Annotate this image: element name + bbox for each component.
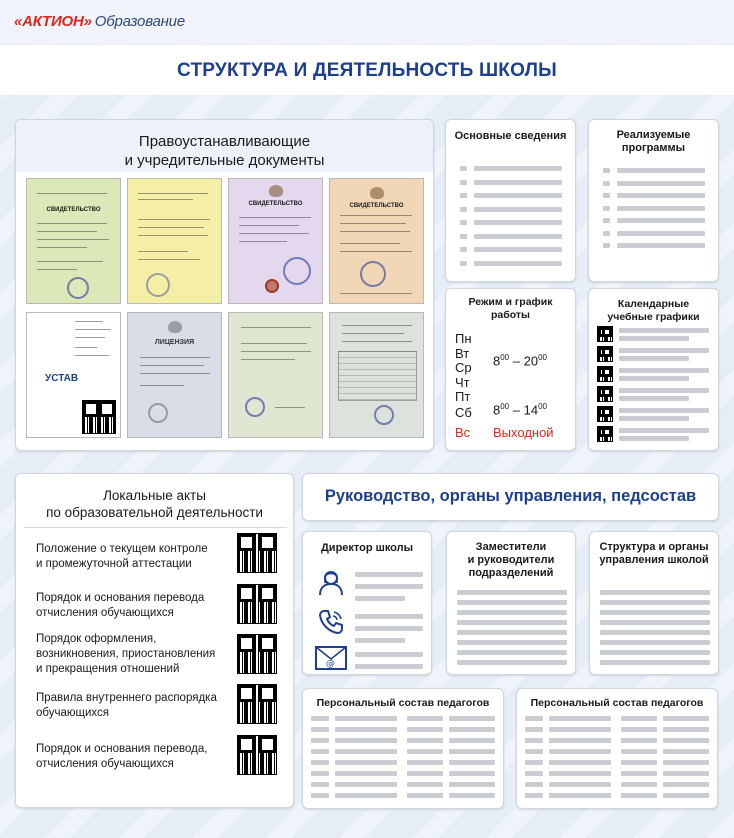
placeholder-line (621, 782, 657, 787)
placeholder-line (549, 727, 611, 732)
placeholder-line (621, 716, 657, 721)
placeholder-line (355, 584, 423, 589)
local-acts-title-line1: Локальные акты (103, 488, 206, 503)
documents-title-line1: Правоустанавливающие (138, 133, 311, 150)
placeholder-line (407, 738, 443, 743)
document-label: СВИДЕТЕЛЬСТВО (349, 203, 404, 209)
qr-code[interactable] (83, 401, 115, 433)
qr-code[interactable] (598, 387, 612, 401)
documents-panel (15, 119, 434, 451)
day-mon: Пн (455, 331, 472, 346)
local-acts-title (16, 487, 293, 521)
placeholder-line (407, 716, 443, 721)
bullet-marker (460, 193, 467, 198)
placeholder-line (600, 630, 710, 635)
placeholder-line (407, 782, 443, 787)
structure-panel[interactable] (589, 531, 719, 675)
placeholder-line (617, 243, 705, 248)
placeholder-line (311, 727, 329, 732)
placeholder-line (600, 660, 710, 665)
placeholder-line (619, 396, 689, 401)
placeholder-line (449, 749, 495, 754)
day-sun: Вс (455, 425, 471, 440)
director-panel[interactable] (302, 531, 432, 675)
placeholder-line (407, 771, 443, 776)
bullet-marker (460, 166, 467, 171)
placeholder-line (525, 716, 543, 721)
bullet-marker (603, 231, 610, 236)
placeholder-line (449, 738, 495, 743)
document-certificate-orange[interactable] (329, 178, 424, 304)
placeholder-line (549, 760, 611, 765)
placeholder-line (549, 738, 611, 743)
placeholder-line (525, 760, 543, 765)
placeholder-line (311, 782, 329, 787)
page-title: СТРУКТУРА И ДЕЯТЕЛЬНОСТЬ ШКОЛЫ (177, 60, 557, 81)
placeholder-line (407, 749, 443, 754)
placeholder-line (663, 760, 709, 765)
qr-code[interactable] (238, 585, 276, 623)
qr-code[interactable] (238, 534, 276, 572)
placeholder-line (663, 738, 709, 743)
placeholder-line (621, 793, 657, 798)
placeholder-line (457, 630, 567, 635)
document-label: СВИДЕТЕЛЬСТВО (46, 207, 101, 213)
bullet-marker (460, 247, 467, 252)
placeholder-line (619, 368, 709, 373)
document-license-green[interactable] (228, 312, 323, 438)
placeholder-line (619, 388, 709, 393)
day-fri: Пт (455, 389, 471, 404)
placeholder-line (617, 168, 705, 173)
top-bar (0, 0, 734, 44)
placeholder-line (600, 620, 710, 625)
placeholder-line (355, 614, 423, 619)
placeholder-line (600, 650, 710, 655)
document-label: СВИДЕТЕЛЬСТВО (248, 201, 303, 207)
placeholder-line (449, 716, 495, 721)
placeholder-line (663, 749, 709, 754)
placeholder-line (407, 760, 443, 765)
document-license-appendix[interactable] (329, 312, 424, 438)
logo-suffix: Образование (94, 13, 185, 30)
documents-title (16, 132, 433, 170)
placeholder-line (449, 782, 495, 787)
placeholder-line (617, 206, 705, 211)
placeholder-line (457, 620, 567, 625)
placeholder-line (355, 596, 405, 601)
person-icon (313, 566, 349, 598)
day-wed: Ср (455, 360, 472, 375)
staff-left-title: Персональный состав педагогов (316, 697, 490, 709)
calendar-title (589, 298, 718, 324)
schedule-panel[interactable] (445, 288, 576, 451)
local-act-item-4[interactable]: Правила внутреннего распорядка обучающихся (36, 692, 217, 719)
local-act-item-3[interactable]: Порядок оформления, возникновения, приостановления и прекращения отношений (36, 633, 216, 675)
placeholder-line (600, 610, 710, 615)
placeholder-line (621, 727, 657, 732)
bullet-marker (460, 207, 467, 212)
placeholder-line (355, 626, 423, 631)
document-yellow[interactable] (127, 178, 222, 304)
placeholder-line (619, 328, 709, 333)
placeholder-line (621, 749, 657, 754)
placeholder-line (335, 716, 397, 721)
bullet-marker (603, 206, 610, 211)
qr-code[interactable] (598, 327, 612, 341)
placeholder-line (525, 727, 543, 732)
placeholder-line (474, 247, 562, 252)
placeholder-line (600, 640, 710, 645)
deputies-panel[interactable] (446, 531, 576, 675)
placeholder-line (449, 760, 495, 765)
qr-code[interactable] (238, 685, 276, 723)
structure-title: Структура и органы управления школой (599, 541, 709, 566)
placeholder-line (525, 771, 543, 776)
placeholder-line (549, 771, 611, 776)
placeholder-line (474, 261, 562, 266)
placeholder-line (335, 782, 397, 787)
placeholder-line (335, 749, 397, 754)
placeholder-line (621, 738, 657, 743)
logo-brand: «АКТИОН» (14, 13, 92, 30)
email-icon (313, 642, 349, 674)
bullet-marker (460, 220, 467, 225)
weekday-hours: $8^{00} - 20^{00}$ (493, 353, 547, 369)
bullet-marker (603, 193, 610, 198)
logo (14, 13, 185, 30)
placeholder-line (474, 166, 562, 171)
placeholder-line (600, 590, 710, 595)
svg-text:@: @ (326, 659, 335, 669)
placeholder-line (617, 193, 705, 198)
weekday-list (455, 332, 472, 405)
placeholder-line (311, 738, 329, 743)
placeholder-line (474, 180, 562, 185)
calendar-title-line1: Календарные (617, 298, 690, 310)
documents-title-line2: и учредительные документы (124, 152, 325, 169)
placeholder-line (407, 727, 443, 732)
placeholder-line (335, 760, 397, 765)
placeholder-line (474, 234, 562, 239)
placeholder-line (600, 600, 710, 605)
placeholder-line (525, 749, 543, 754)
placeholder-line (335, 738, 397, 743)
placeholder-line (355, 572, 423, 577)
document-charter[interactable] (26, 312, 121, 438)
local-acts-panel (15, 473, 294, 808)
phone-icon (313, 606, 349, 638)
placeholder-line (617, 218, 705, 223)
charter-label: УСТАВ (45, 373, 79, 384)
day-thu: Чт (455, 374, 470, 390)
placeholder-line (663, 793, 709, 798)
programs-title-line1: Реализуемые (616, 129, 691, 141)
placeholder-line (619, 408, 709, 413)
sunday-hours: Выходной (493, 425, 554, 440)
placeholder-line (619, 436, 689, 441)
placeholder-line (663, 716, 709, 721)
bullet-marker (460, 180, 467, 185)
placeholder-line (663, 771, 709, 776)
placeholder-line (663, 782, 709, 787)
schedule-title-line1: Режим и график (468, 296, 553, 308)
document-certificate-green[interactable] (26, 178, 121, 304)
local-acts-title-line2: по образовательной деятельности (46, 505, 263, 520)
placeholder-line (619, 428, 709, 433)
day-sat: Сб (455, 405, 472, 420)
programs-title (589, 129, 718, 155)
qr-code[interactable] (598, 427, 612, 441)
placeholder-line (617, 181, 705, 186)
placeholder-line (457, 590, 567, 595)
bullet-marker (603, 181, 610, 186)
placeholder-line (619, 416, 689, 421)
placeholder-line (474, 207, 562, 212)
calendar-panel[interactable] (588, 288, 719, 451)
bullet-marker (460, 261, 467, 266)
placeholder-line (525, 782, 543, 787)
placeholder-line (457, 660, 567, 665)
placeholder-line (619, 336, 689, 341)
qr-code[interactable] (598, 347, 612, 361)
basic-info-title: Основные сведения (454, 130, 567, 142)
programs-panel[interactable] (588, 119, 719, 282)
license-label: ЛИЦЕНЗИЯ (154, 339, 195, 346)
staff-panel-left[interactable] (302, 688, 504, 809)
qr-code[interactable] (598, 367, 612, 381)
placeholder-line (311, 793, 329, 798)
placeholder-line (549, 793, 611, 798)
day-tue: Вт (455, 345, 470, 361)
schedule-title-line2: работы (490, 309, 530, 321)
local-act-item-5[interactable]: Порядок и основания перевода, отчисления обучающихся (36, 743, 208, 770)
placeholder-line (621, 771, 657, 776)
placeholder-line (525, 793, 543, 798)
document-certificate-purple[interactable] (228, 178, 323, 304)
placeholder-line (311, 771, 329, 776)
calendar-title-line2: учебные графики (607, 311, 700, 323)
qr-code[interactable] (238, 736, 276, 774)
placeholder-line (355, 664, 423, 669)
placeholder-line (474, 220, 562, 225)
placeholder-line (311, 716, 329, 721)
placeholder-line (311, 749, 329, 754)
local-act-item-1[interactable]: Положение о текущем контроле и промежуточной аттестации (36, 543, 208, 570)
staff-right-title: Персональный состав педагогов (530, 697, 704, 709)
placeholder-line (449, 771, 495, 776)
placeholder-line (335, 793, 397, 798)
placeholder-line (474, 193, 562, 198)
management-header (302, 473, 719, 521)
placeholder-line (621, 760, 657, 765)
document-license-blue[interactable] (127, 312, 222, 438)
placeholder-line (457, 640, 567, 645)
saturday-hours: $8^{00} - 14^{00}$ (493, 402, 547, 418)
placeholder-line (619, 376, 689, 381)
schedule-title (446, 296, 575, 322)
placeholder-line (549, 749, 611, 754)
placeholder-line (619, 356, 689, 361)
title-bar (0, 45, 734, 95)
placeholder-line (355, 652, 423, 657)
placeholder-line (457, 610, 567, 615)
staff-panel-right[interactable] (516, 688, 718, 809)
qr-code[interactable] (598, 407, 612, 421)
divider (24, 527, 287, 528)
placeholder-line (335, 771, 397, 776)
placeholder-line (311, 760, 329, 765)
qr-code[interactable] (238, 635, 276, 673)
director-title: Директор школы (320, 542, 414, 554)
placeholder-line (663, 727, 709, 732)
placeholder-line (619, 348, 709, 353)
bullet-marker (603, 218, 610, 223)
basic-info-panel[interactable] (445, 119, 576, 282)
placeholder-line (449, 793, 495, 798)
placeholder-line (457, 650, 567, 655)
placeholder-line (335, 727, 397, 732)
deputies-title: Заместители и руководители подразделений (467, 541, 555, 579)
placeholder-line (549, 716, 611, 721)
placeholder-line (549, 782, 611, 787)
placeholder-line (457, 600, 567, 605)
management-title: Руководство, органы управления, педсостав (324, 487, 697, 505)
placeholder-line (449, 727, 495, 732)
placeholder-line (407, 793, 443, 798)
placeholder-line (617, 231, 705, 236)
local-act-item-2[interactable]: Порядок и основания перевода отчисления обучающихся (36, 592, 205, 619)
bullet-marker (603, 243, 610, 248)
bullet-marker (603, 168, 610, 173)
placeholder-line (355, 638, 405, 643)
programs-title-line2: программы (621, 142, 686, 154)
bullet-marker (460, 234, 467, 239)
placeholder-line (525, 738, 543, 743)
